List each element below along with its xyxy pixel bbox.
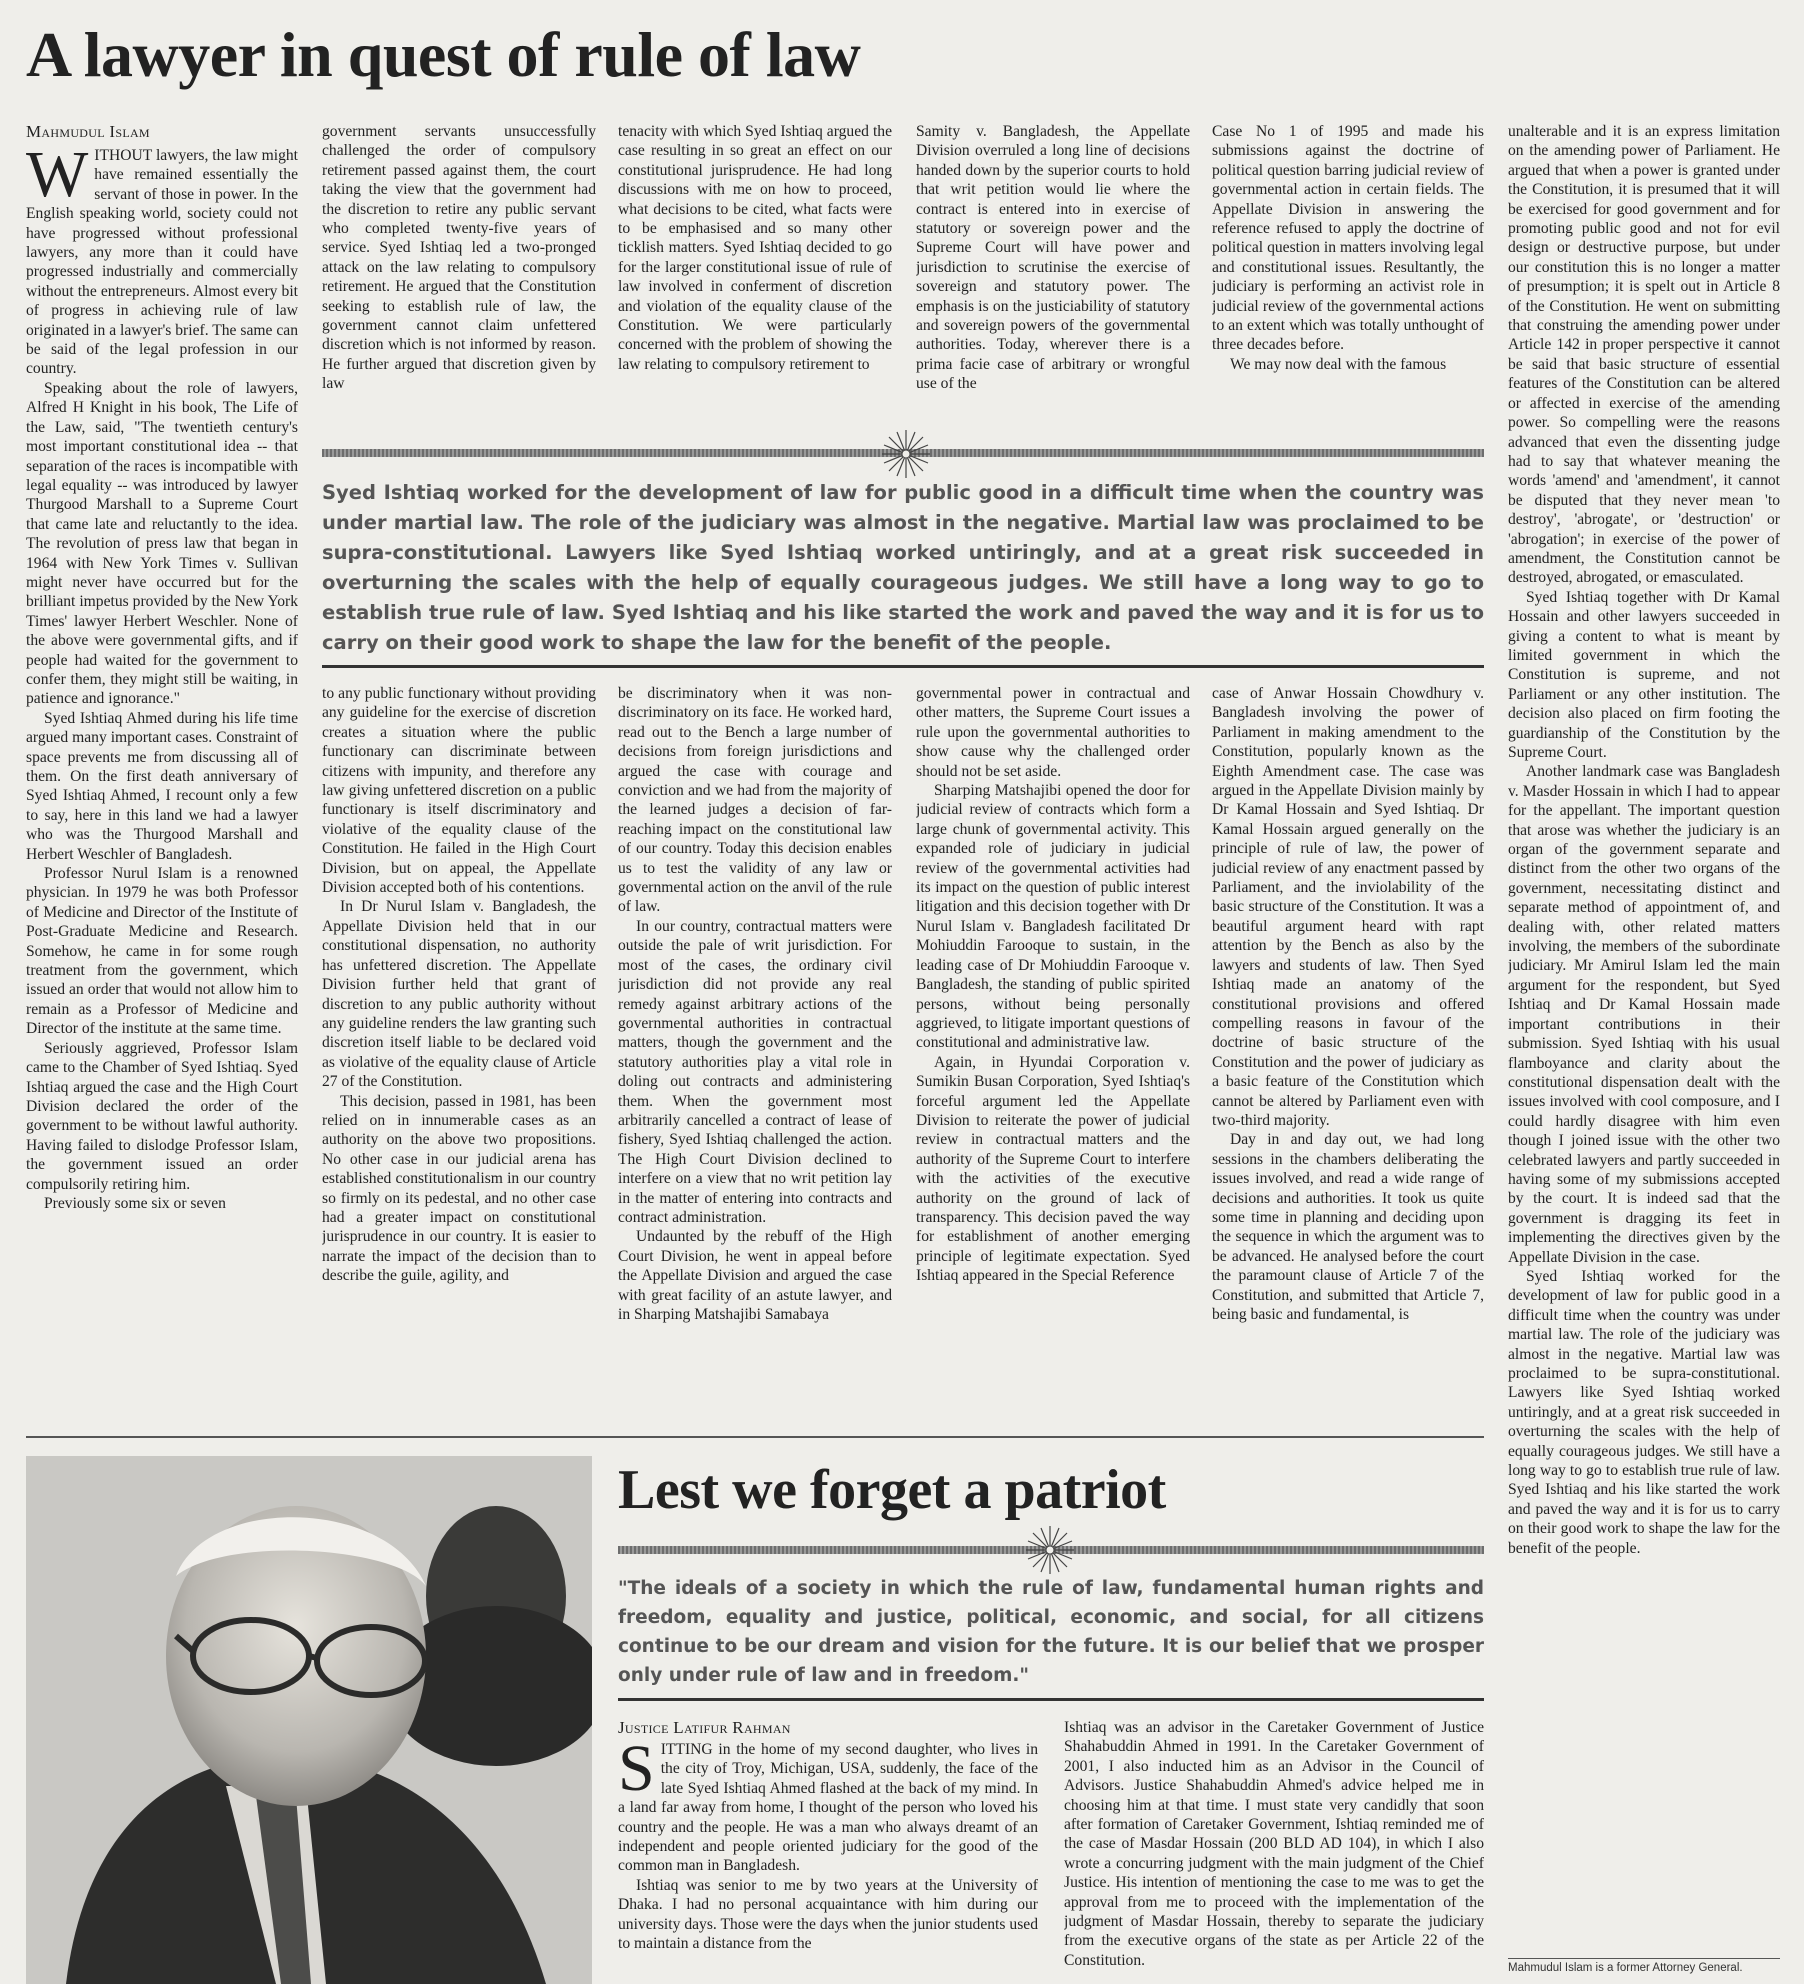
article1-column-3-top: [618, 122, 892, 434]
paragraph: Professor Nurul Islam is a renowned physician. In 1979 he was both Professor of Medicine and Director of the Institute of Post-Graduate Medicine and Research. Somehow, he came in for some rough treatment from the government, which issued an order that would not allow him to remain as a Professor of Medicine and Director of the institute at the same time.: [26, 865, 298, 1038]
portrait-photo: [26, 1456, 592, 1984]
paragraph: Another landmark case was Bangladesh v. Masder Hossain in which I had to appear for the appellant. The important question that arose was whether the judiciary is an organ of the government separate and distinct from the other two organs of the government, necessitating distinct and separate method of appointment of, and dealing with, other related matters involving, the members of the subordinate judiciary. Mr Amirul Islam led the main argument for the respondent, but Syed Ishtiaq and Dr Kamal Hossain made important contributions in their submission. Syed Ishtiaq with his usual flamboyance and clarity about the constitutional dispensation dealt with the issues involved with cool composure, and I could hardly disagree with him even though I joined issue with the other two celebrated lawyers and partly succeeded in having some of my submissions accepted by the court. It is indeed sad that the government is dragging its feet in implementing the directives given by the Appellate Division in the case.: [1508, 763, 1780, 1266]
paragraph: Day in and day out, we had long sessions in the chambers deliberating the issues involved, and read a wide range of decisions and authorities. It took us quite some time in planning and deciding upon the sequence in which the argument was to be advanced. He analysed before the court the paramount clause of Article 7 of the Constitution, and submitted that Article 7, being basic and fundamental, is: [1212, 1131, 1484, 1323]
paragraph: to any public functionary without providing any guideline for the exercise of discretion creates a situation where the public functionary can discriminate between citizens with impunity, and therefore any law giving unfettered discretion on a public functionary is itself discriminatory and violative of the equality clause of the Constitution. He failed in the High Court Division, but on appeal, the Appellate Division accepted both of his contentions.: [322, 685, 596, 897]
pullquote2-text: "The ideals of a society in which the rule of law, fundamental human rights and freedom, equality and justice, political, economic, and social, for all citizens continue to be our dream and vision for the future. It is our belief that we prosper only under rule of law and in freedom.": [618, 1578, 1484, 1686]
article2-column-1: [618, 1740, 1038, 1984]
article1-column-2-bottom: [322, 684, 596, 1424]
byline-author-2: Justice Latifur Rahman: [618, 1718, 791, 1737]
paragraph: This decision, passed in 1981, has been relied on in innumerable cases as an authority on the above two propositions. No other case in our judicial arena has established constitutionalism in our country so firmly on its pedestal, and no other case had a greater impact on constitutional jurisprudence in our country. It is easier to narrate the impact of the decision than to describe the guile, agility, and: [322, 1092, 596, 1285]
article1-column-2-top: [322, 122, 596, 434]
paragraph: Sharping Matshajibi opened the door for judicial review of contracts which form a large chunk of governmental activity. This expanded role of judiciary in judicial review of the governmental activities had its impact on the question of public interest litigation and this decision together with Dr Nurul Islam v. Bangladesh facilitated Dr Mohiuddin Farooque to sustain, in the leading case of Dr Mohiuddin Farooque v. Bangladesh, the standing of public spirited persons, without being personally aggrieved, to litigate important questions of constitutional and administrative law.: [916, 782, 1190, 1052]
pullquote-bottom-rule: [322, 665, 1484, 668]
paragraph: WITHOUT lawyers, the law might have remained essentially the servant of those in power. In the English speaking world, society could not have progressed without professional lawyers, any more than it could have progressed industrially and commercially without the entrepreneurs. Almost every bit of progress in achieving rule of law originated in a lawyer's brief. The same can be said of the legal profession in our country.: [26, 146, 298, 378]
paragraph: Syed Ishtiaq together with Dr Kamal Hossain and other lawyers succeeded in giving a content to what is meant by limited government in which the Constitution is supreme, and not Parliament or any other institution. The decision also placed on firm footing the guardianship of the Constitution by the Supreme Court.: [1508, 588, 1780, 761]
headline-main: A lawyer in quest of rule of law: [26, 19, 861, 90]
paragraph: We may now deal with the famous: [1230, 355, 1447, 373]
author-note: Mahmudul Islam is a former Attorney General.: [1508, 1962, 1743, 1974]
article1-column-5-bottom: [1212, 684, 1484, 1424]
paragraph: In our country, contractual matters were outside the pale of writ jurisdiction. For most of the cases, the ordinary civil jurisdiction did not provide any real remedy against arbitrary actions of the governmental authorities in contractual matters, though the government and the statutory authorities play a vital role in doling out contracts and administering them. When the government most arbitrarily cancelled a contract of lease of fishery, Syed Ishtiaq challenged the action. The High Court Division declined to interfere on a view that no writ petition lay in the matter of entering into contracts and contract administration.: [618, 917, 892, 1226]
paragraph: Undaunted by the rebuff of the High Court Division, he went in appeal before the Appellate Division and argued the case with great facility of an astute lawyer, and in Sharping Matshajibi Samabaya: [618, 1228, 892, 1323]
paragraph: Seriously aggrieved, Professor Islam came to the Chamber of Syed Ishtiaq. Syed Ishtiaq argued the case and the High Court Division declared the order of the government to be without lawful authority. Having failed to dislodge Professor Islam, the government issued an order compulsorily retiring him.: [26, 1039, 298, 1193]
paragraph: In Dr Nurul Islam v. Bangladesh, the Appellate Division held that in our constitutional dispensation, no authority has unfettered discretion. The Appellate Division further held that grant of discretion to any public authority without any guideline renders the law granting such discretion itself liable to be declared void as violative of the equality clause of Article 27 of the Constitution.: [322, 898, 596, 1091]
author-note-rule: [1508, 1958, 1780, 1959]
paragraph: Again, in Hyundai Corporation v. Sumikin Busan Corporation, Syed Ishtiaq's forceful argument led the Appellate Division to reiterate the power of judicial review in contractual matters and the authority of the Supreme Court to interfere with the activities of the executive authority on the ground of lack of transparency. This decision paved the way for establishment of another emerging principle of legitimate expectation. Syed Ishtiaq appeared in the Special Reference: [916, 1053, 1190, 1285]
drop-cap: W: [26, 146, 89, 211]
portrait-illustration: [26, 1456, 592, 1984]
starburst-icon: [1024, 1524, 1076, 1576]
paragraph: Samity v. Bangladesh, the Appellate Division overruled a long line of decisions handed down by the superior courts to hold that writ petition would lie where the contract is entered into in exercise of statutory or sovereign power and the Supreme Court will have power and jurisdiction to scrutinise the exercise of sovereign and statutory power. The emphasis is on the justiciability of statutory and sovereign powers of the governmental authorities. Today, wherever there is a prima facie case of arbitrary or wrongful use of the: [916, 123, 1190, 393]
article1-column-3-bottom: [618, 684, 892, 1424]
article1-column-5-top: [1212, 122, 1484, 434]
paragraph: Previously some six or seven: [44, 1194, 226, 1212]
paragraph: Ishtiaq was an advisor in the Caretaker Government of Justice Shahabuddin Ahmed in 1991. In the Caretaker Government of 2001, I also inducted him as an Advisor in the Council of Advisors. Justice Shahabuddin Ahmed's advice helped me in choosing him at that time. I must state very candidly that soon after formation of Caretaker Government, Ishtiaq reminded me of the case of Masdar Hossain (200 BLD AD 104), in which I also wrote a concurring judgment with the main judgment of the Chief Justice. His intention of mentioning the case to me was to get the approval from me to proceed with the implementation of the judgment of Masdar Hossain, thereby to separate the judiciary from the executive organs of the state as per Article 22 of the Constitution.: [1064, 1719, 1484, 1969]
paragraph: unalterable and it is an express limitation on the amending power of Parliament. He argued that when a power is granted under the Constitution, it is presumed that it will be exercised for good government and for promoting public good and not for evil design or destructive purpose, but under our constitution this is no longer a matter of presumption; it is spelt out in Article 8 of the Constitution. He went on submitting that construing the amending power under Article 142 in proper perspective it cannot be said that basic structure of essential features of the Constitution can be altered or affected in exercise of the amending power. So compelling were the reasons advanced that even the dissenting judge had to say that whatever meaning the words 'amend' and 'amendment', it cannot be disputed that they never mean 'to destroy', 'abrogate', or 'destruction' or 'abrogation'; in exercise of the power of amendment, the Constitution cannot be destroyed, abrogated, or emasculated.: [1508, 123, 1780, 587]
article2-column-2: [1064, 1718, 1484, 1984]
article-divider: [26, 1436, 1484, 1438]
paragraph: governmental power in contractual and other matters, the Supreme Court issues a rule upon the governmental authorities to show cause why the challenged order should not be set aside.: [916, 685, 1190, 780]
paragraph: government servants unsuccessfully challenged the order of compulsory retirement passed against them, the court taking the view that the government had the discretion to retire any public servant who completed twenty-five years of service. Syed Ishtiaq led a two-pronged attack on the law relating to compulsory retirement. He argued that the Constitution seeking to establish rule of law, the government cannot claim unfettered discretion which is not informed by reason. He further argued that discretion given by law: [322, 123, 596, 393]
starburst-icon: [880, 428, 932, 480]
article1-column-4-bottom: [916, 684, 1190, 1424]
paragraph: Syed Ishtiaq worked for the development of law for public good in a difficult time when the country was under martial law. The role of the judiciary was almost in the negative. Martial law was proclaimed to be supra-constitutional. Lawyers like Syed Ishtiaq worked untiringly, and at a great risk succeeded in overturning the scales with the help of equally courageous judges. We still have a long way to go to establish true rule of law. Syed Ishtiaq and his like started the work and paved the way and it is for us to carry on their good work to shape the law for the benefit of the people.: [1508, 1267, 1780, 1557]
paragraph: case of Anwar Hossain Chowdhury v. Bangladesh involving the power of Parliament in making amendment to the Constitution, popularly known as the Eighth Amendment case. The case was argued in the Appellate Division mainly by Dr Kamal Hossain and Syed Ishtiaq. Dr Kamal Hossain argued generally on the principle of rule of law, the power of judicial review of any enactment passed by Parliament, and the inviolability of the basic structure of the Constitution. It was a beautiful argument heard with rapt attention by the Bench as also by the lawyers and students of law. Then Syed Ishtiaq made an anatomy of the constitutional provisions and offered compelling reasons in favour of the doctrine of basic structure of the Constitution and the power of judiciary as a basic feature of the Constitution which cannot be altered by Parliament even with two-third majority.: [1212, 685, 1484, 1129]
paragraph: Case No 1 of 1995 and made his submissions against the doctrine of political question barring judicial review of governmental action in certain fields. The Appellate Division in answering the reference refused to apply the doctrine of political question in matters involving legal and constitutional issues. Resultantly, the judiciary is performing an activist role in judicial review of the governmental actions to an extent which was totally unthought of three decades before.: [1212, 123, 1484, 354]
paragraph: Ishtiaq was senior to me by two years at the University of Dhaka. I had no personal acquaintance with him during our university days. Those were the days when the junior students used to maintain a distance from the: [618, 1876, 1038, 1953]
paragraph: tenacity with which Syed Ishtiaq argued the case resulting in so great an effect on our constitutional jurisprudence. He had long discussions with me on how to proceed, what decisions to be cited, what facts were to be emphasised and so many other ticklish matters. Syed Ishtiaq decided to go for the larger constitutional issue of rule of law involved in conferment of discretion and violation of the equality clause of the Constitution. We were particularly concerned with the problem of showing the law relating to compulsory retirement to: [618, 123, 892, 373]
article1-column-6: [1508, 122, 1780, 1950]
paragraph: be discriminatory when it was non-discriminatory on its face. He worked hard, read out to the Bench a large number of decisions from foreign jurisdictions and argued the case with courage and conviction and we had from the majority of the learned judges a decision of far-reaching impact on the constitutional law of our country. Today this decision enables us to test the validity of any law or governmental action on the anvil of the rule of law.: [618, 685, 892, 916]
article1-column-1: [26, 146, 298, 1424]
paragraph: SITTING in the home of my second daughter, who lives in the city of Troy, Michigan, USA, suddenly, the face of the late Syed Ishtiaq Ahmed flashed at the back of my mind. In a land far away from home, I thought of the person who loved his country and the people. He was a man who always dreamt of an independent and people oriented judiciary for the good of the common man in Bangladesh.: [618, 1740, 1038, 1875]
headline-secondary: Lest we forget a patriot: [618, 1459, 1166, 1521]
pullquote-text: Syed Ishtiaq worked for the development of law for public good in a difficult time when the country was under martial law. The role of the judiciary was almost in the negative. Martial law was proclaimed to be supra-constitutional. Lawyers like Syed Ishtiaq worked untiringly, and at a great risk succeeded in overturning the scales with the help of equally courageous judges. We still have a long way to go to establish true rule of law. Syed Ishtiaq and his like started the work and paved the way and it is for us to carry on their good work to shape the law for the benefit of the people.: [322, 481, 1484, 654]
byline-author: Mahmudul Islam: [26, 122, 150, 141]
paragraph: Speaking about the role of lawyers, Alfred H Knight in his book, The Life of the Law, said, "The twentieth century's most important constitutional idea -- that separation of the races is incompatible with legal equality -- was introduced by lawyer Thurgood Marshall to a Supreme Court that came late and reluctantly to the idea. The revolution of press law that began in 1964 with New York Times v. Sullivan might never have occurred but for the brilliant impetus provided by the New York Times' lawyer Herbert Weschler. None of the above were governmental gifts, and if people had waited for the government to confer them, they might still be waiting, in patience and ignorance.": [26, 379, 298, 708]
article1-column-4-top: [916, 122, 1190, 434]
drop-cap: S: [618, 1740, 655, 1805]
paragraph: Syed Ishtiaq Ahmed during his life time argued many important cases. Constraint of space prevents me from discussing all of them. On the first death anniversary of Syed Ishtiaq Ahmed, I recount only a few to say, here in this land we had a lawyer who was the Thurgood Marshall and Herbert Weschler of Bangladesh.: [26, 709, 298, 863]
pullquote2-bottom-rule: [618, 1698, 1484, 1701]
